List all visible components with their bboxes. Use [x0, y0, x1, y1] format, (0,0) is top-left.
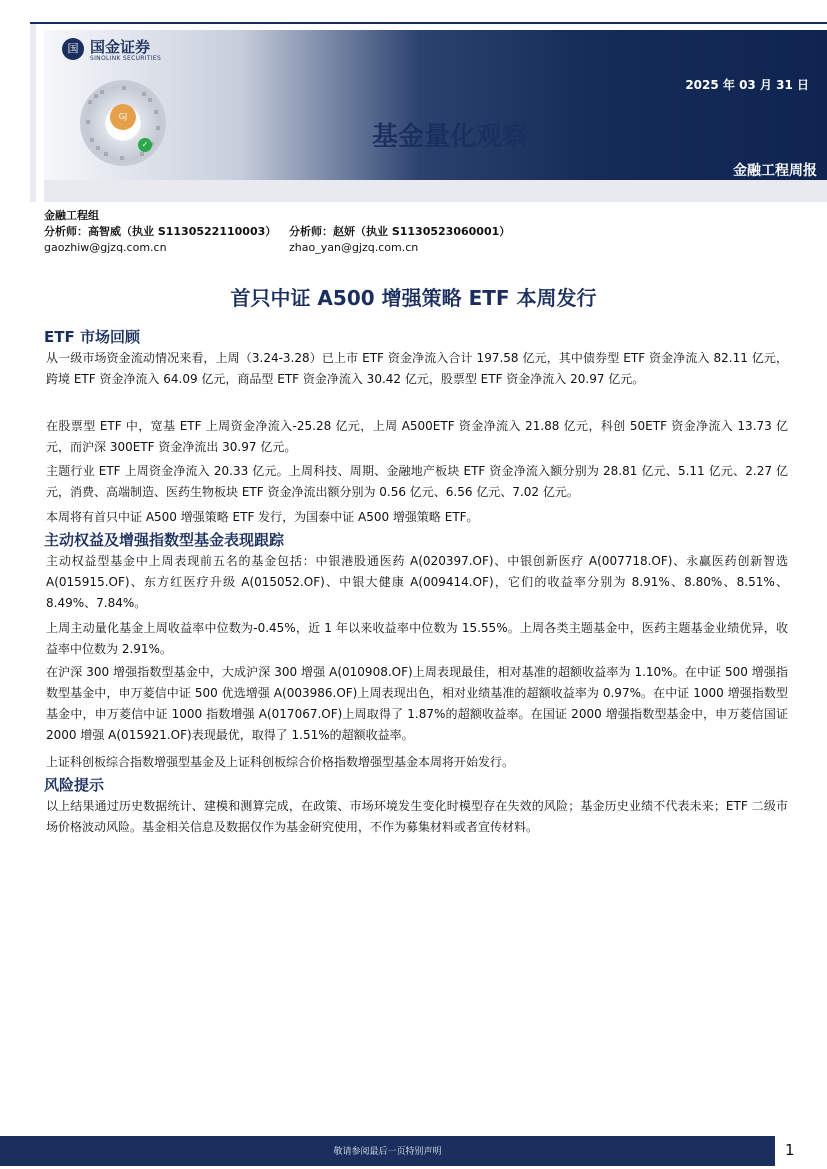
footer-disclaimer: 敬请参阅最后一页特别声明 [333, 1147, 442, 1157]
header-rule [30, 22, 827, 24]
section-title-risk: 风险提示 [44, 776, 105, 794]
company-logo [62, 36, 192, 68]
paragraph: 从一级市场资金流动情况来看，上周（3.24-3.28）已上市 ETF 资金净流入合计 197.58 亿元，其中债券型 ETF 资金净流入 82.11 亿元，跨境 ETF 资金净流入 64.09 亿元，商品型 ETF 资金净流入 30.42 亿元，股票型 ETF 资金净流入 20.97 亿元。 [46, 351, 788, 386]
article-headline: 首只中证 A500 增强策略 ETF 本周发行 [230, 286, 597, 310]
footer-bar [0, 1136, 775, 1166]
header-shadow [44, 180, 827, 202]
paragraph: 以上结果通过历史数据统计、建模和测算完成，在政策、市场环境发生变化时模型存在失效的风险；基金历史业绩不代表未来；ETF 二级市场价格波动风险。基金相关信息及数据仅作为基金研究使用，不作为募集材料或者宣传材料。 [46, 799, 788, 834]
logo-en: SINOLINK SECURITIES [90, 55, 162, 62]
page-number: 1 [785, 1141, 795, 1159]
page-footer [0, 1136, 827, 1169]
report-date: 2025 年 03 月 31 日 [685, 78, 809, 92]
report-type: 金融工程周报 [733, 163, 817, 179]
logo-mark-icon: 国 [62, 38, 84, 60]
analyst-email-row [44, 240, 419, 256]
report-series-title: 基金量化观察 [372, 122, 529, 152]
header-side-panel [30, 24, 36, 202]
paragraph: 在沪深 300 增强指数型基金中，大成沪深 300 增强 A(010908.OF)上周表现最佳，相对基准的超额收益率为 1.10%。在中证 500 增强指数型基金中，申万菱信中证 500 优选增强 A(003986.OF)上周表现出色，相对业绩基准的超额收益率为 0.97%。在中证 1000 增强指数型基金中，申万菱信中证 1000 指数增强 A(017067.OF)上周取得了 1.87%的超额收益率。在国证 2000 增强指数型基金中，申万菱信国证 2000 增强 A(015921.OF)表现最优，取得了 1.51%的超额收益率。 [46, 665, 788, 742]
paragraph: 主题行业 ETF 上周资金净流入 20.33 亿元。上周科技、周期、金融地产板块 ETF 资金净流入额分别为 28.81 亿元、5.11 亿元、2.27 亿元，消费、高端制造、医药生物板块 ETF 资金净流出额分别为 0.56 亿元、6.56 亿元、7.02 亿元。 [46, 464, 788, 499]
qr-code-icon [80, 80, 166, 166]
paragraph: 在股票型 ETF 中，宽基 ETF 上周资金净流入-25.28 亿元，上周 A500ETF 资金净流入 21.88 亿元，科创 50ETF 资金净流入 13.73 亿元，而沪深 300ETF 资金净流出 30.97 亿元。 [46, 419, 788, 454]
section-title-etf-review: ETF 市场回顾 [44, 328, 140, 346]
qr-center-badge: GJ [110, 104, 136, 130]
paragraph: 主动权益型基金中上周表现前五名的基金包括：中银港股通医药 A(020397.OF)、中银创新医疗 A(007718.OF)、永赢医药创新智选 A(015915.OF)、东方红医疗升级 A(015052.OF)、中银大健康 A(009414.OF)，它们的收益率分别为 8.91%、8.80%、8.51%、8.49%、7.84%。 [46, 554, 788, 610]
analyst-2: 分析师：赵妍（执业 S1130523060001） [289, 225, 511, 238]
section-title-fund-tracking: 主动权益及增强指数型基金表现跟踪 [44, 531, 285, 549]
logo-cn: 国金证券 [90, 38, 151, 56]
analyst-1-email[interactable]: gaozhiw@gjzq.com.cn [44, 241, 167, 254]
paragraph: 上周主动量化基金上周收益率中位数为-0.45%，近 1 年以来收益率中位数为 15.55%。上周各类主题基金中，医药主题基金业绩优异，收益率中位数为 2.91%。 [46, 621, 788, 656]
wechat-icon: ✓ [138, 138, 152, 152]
analyst-team: 金融工程组 [44, 209, 99, 222]
analyst-1: 分析师：高智威（执业 S1130522110003） [44, 225, 277, 238]
paragraph: 本周将有首只中证 A500 增强策略 ETF 发行，为国泰中证 A500 增强策略 ETF。 [46, 510, 479, 524]
analyst-names-row [44, 224, 511, 240]
paragraph: 上证科创板综合指数增强型基金及上证科创板综合价格指数增强型基金本周将开始发行。 [46, 755, 515, 769]
analyst-info [44, 208, 511, 256]
analyst-2-email[interactable]: zhao_yan@gjzq.com.cn [289, 241, 419, 254]
